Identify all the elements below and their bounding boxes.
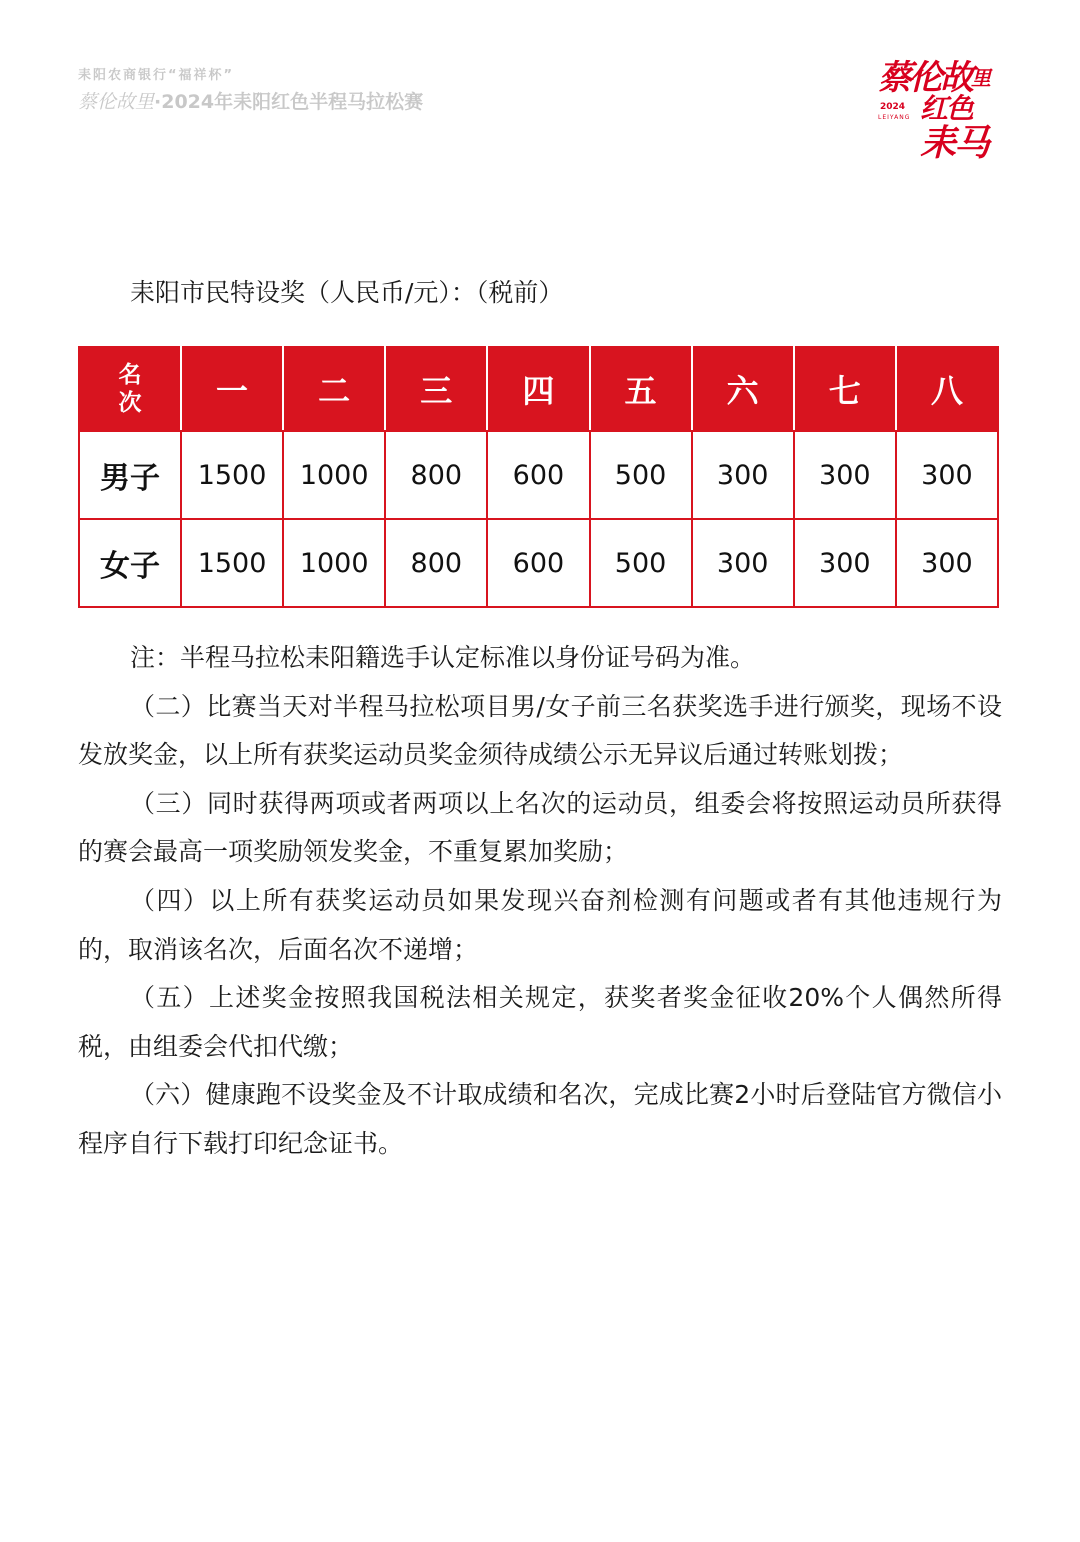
row-label-female: 女子 [79,519,181,607]
rules-notes [78,634,1002,1169]
rank-header-char: 次 [118,390,142,416]
prize-cell: 500 [590,431,692,519]
prize-cell: 300 [692,519,794,607]
prize-cell: 300 [794,431,896,519]
event-title-script: 蔡伦故里 [78,91,155,113]
sponsor-line: 耒阳农商银行“福祥杯” [78,68,235,83]
place-header-2: 二 [283,347,385,431]
prize-table [78,346,999,608]
logo-line-2 [920,92,1006,163]
prize-cell: 600 [487,519,589,607]
rank-header-cell [79,347,181,431]
prize-cell: 1000 [283,431,385,519]
logo-english: LEIYANG [878,114,911,121]
prize-cell: 1500 [181,519,283,607]
event-header [78,64,423,114]
logo-line-1-small: 里 [971,66,991,90]
prize-intro: 耒阳市民特设奖（人民币/元）：（税前） [130,278,564,307]
event-logo [876,58,1006,164]
prize-cell: 300 [794,519,896,607]
place-header-4: 四 [487,347,589,431]
note-paragraph: （三）同时获得两项或者两项以上名次的运动员，组委会将按照运动员所获得的赛会最高一项奖励领发奖金，不重复累加奖励； [78,788,1002,867]
prize-cell: 300 [692,431,794,519]
place-header-5: 五 [590,347,692,431]
prize-cell: 1500 [181,431,283,519]
prize-header-row [79,347,998,431]
logo-line-2-big: 耒马 [920,122,989,164]
row-label-male: 男子 [79,431,181,519]
prize-cell: 300 [896,519,998,607]
note-paragraph: （二）比赛当天对半程马拉松项目男/女子前三名获奖选手进行颁奖，现场不设发放奖金，以上所有获奖运动员奖金须待成绩公示无异议后通过转账划拨； [78,691,1002,770]
prize-cell: 600 [487,431,589,519]
place-header-1: 一 [181,347,283,431]
place-header-6: 六 [692,347,794,431]
place-header-8: 八 [896,347,998,431]
rank-header-char: 名 [118,362,142,388]
logo-year: 2024 [880,102,906,112]
note-paragraph: （四）以上所有获奖运动员如果发现兴奋剂检测有问题或者有其他违规行为的，取消该名次，后面名次不递增； [78,885,1002,964]
prize-cell: 800 [385,519,487,607]
table-row-male [79,431,998,519]
place-header-7: 七 [794,347,896,431]
table-row-female [79,519,998,607]
prize-cell: 300 [896,431,998,519]
note-paragraph: 注：半程马拉松耒阳籍选手认定标准以身份证号码为准。 [130,643,756,672]
place-header-3: 三 [385,347,487,431]
event-title-text: ·2024年耒阳红色半程马拉松赛 [154,91,424,113]
prize-cell: 500 [590,519,692,607]
note-paragraph: （五）上述奖金按照我国税法相关规定，获奖者奖金征收20%个人偶然所得税，由组委会代扣代缴； [78,983,1002,1061]
prize-cell: 1000 [283,519,385,607]
logo-line-1-main: 蔡伦故 [878,58,971,98]
logo-line-2-main: 红色 [920,92,973,125]
prize-cell: 800 [385,431,487,519]
event-title [78,87,423,114]
note-paragraph: （六）健康跑不设奖金及不计取成绩和名次，完成比赛2小时后登陆官方微信小程序自行下载打印纪念证书。 [78,1080,1002,1158]
